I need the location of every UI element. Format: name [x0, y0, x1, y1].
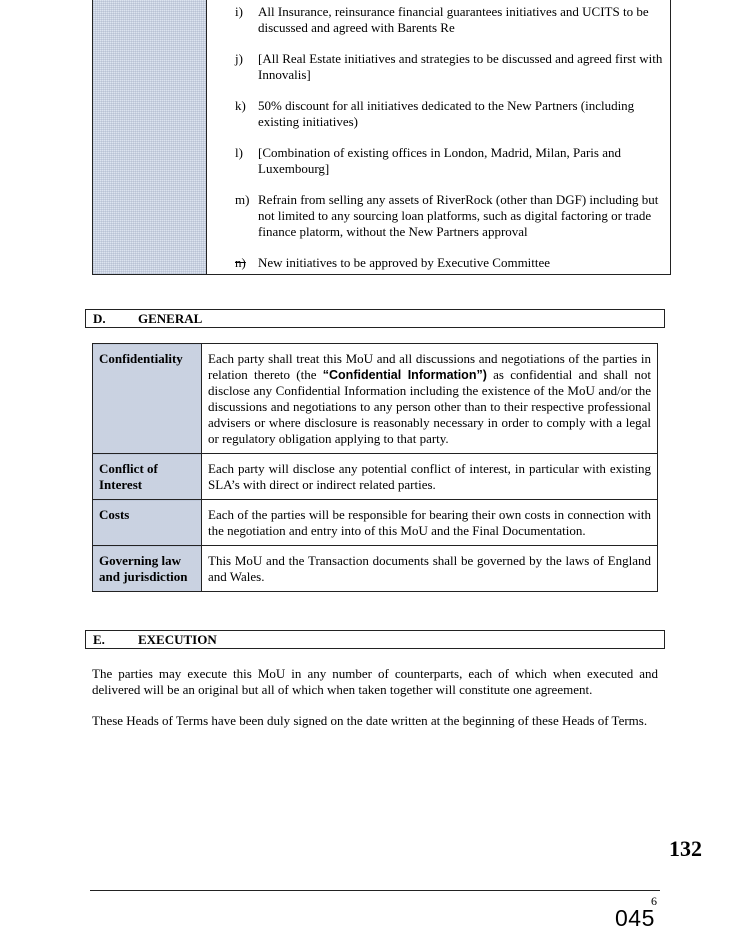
list-text: [Combination of existing offices in London, Madrid, Milan, Paris and Luxembourg] — [258, 145, 621, 176]
list-text: New initiatives to be approved by Executive Committee — [258, 255, 551, 270]
list-text: Refrain from selling any assets of RiverRock (other than DGF) including but not limited to any sourcing loan platforms, such as digital factoring or trade finance platorm, without the New Partners approval — [258, 192, 659, 239]
section-title: EXECUTION — [138, 632, 217, 647]
bates-stamp: 045 — [615, 905, 655, 931]
execution-paragraph: The parties may execute this MoU in any number of counterparts, each of which when executed and delivered will be an original but all of which when taken together will constitute one agreement. — [92, 666, 658, 697]
table-row — [93, 546, 658, 592]
table-row — [93, 344, 658, 454]
row-text — [202, 344, 658, 454]
list-item — [235, 4, 667, 36]
terms-continuation-table — [92, 0, 671, 275]
list-item — [235, 51, 667, 83]
general-terms-table — [92, 343, 658, 592]
list-text: All Insurance, reinsurance financial guarantees initiatives and UCITS to be discussed and agreed with Barents Re — [258, 4, 649, 35]
section-number: E. — [93, 632, 105, 647]
list-marker: n) — [235, 255, 246, 270]
section-heading-general — [85, 309, 665, 328]
list-marker: k) — [235, 98, 246, 113]
section-heading-execution — [85, 630, 665, 649]
page-number: 132 — [669, 836, 702, 861]
defined-term: “Confidential Information”) — [322, 368, 487, 382]
table-label-cell — [93, 0, 207, 274]
row-text-part: as confidential and shall not disclose any Confidential Information including the existence of the MoU and/or the discussions and negotiations to any person other than to their respective professional advisers or where disclosure is reasonably necessary in order to comply with a legal or regulatory obligation applying to that party. — [208, 367, 651, 446]
initiatives-list — [235, 4, 667, 286]
table-row — [93, 454, 658, 500]
list-marker: l) — [235, 145, 243, 160]
section-title: GENERAL — [138, 311, 203, 326]
row-label: Governing law and jurisdiction — [93, 546, 202, 592]
row-label: Costs — [93, 500, 202, 546]
section-number: D. — [93, 311, 106, 326]
list-text: [All Real Estate initiatives and strategies to be discussed and agreed first with Innovalis] — [258, 51, 663, 82]
list-marker: i) — [235, 4, 243, 19]
row-text: Each of the parties will be responsible for bearing their own costs in connection with the negotiation and entry into of this MoU and the Final Documentation. — [202, 500, 658, 546]
table-row — [93, 500, 658, 546]
list-marker: j) — [235, 51, 243, 66]
list-marker: m) — [235, 192, 250, 207]
row-label: Conflict of Interest — [93, 454, 202, 500]
row-text: Each party will disclose any potential conflict of interest, in particular with existing SLA’s with direct or indirect related parties. — [202, 454, 658, 500]
row-text: This MoU and the Transaction documents shall be governed by the laws of England and Wales. — [202, 546, 658, 592]
list-item — [235, 255, 667, 271]
row-label: Confidentiality — [93, 344, 202, 454]
footer-page-number: 6 — [651, 894, 657, 908]
list-item — [235, 192, 667, 240]
list-item — [235, 98, 667, 130]
footer-divider — [90, 890, 660, 891]
row-text-part: Each party shall treat this MoU and all discussions and negotiations of the parties in relation thereto (the — [208, 351, 651, 382]
list-text: 50% discount for all initiatives dedicated to the New Partners (including existing initiatives) — [258, 98, 635, 129]
execution-paragraph: These Heads of Terms have been duly signed on the date written at the beginning of these Heads of Terms. — [92, 713, 648, 728]
list-item — [235, 145, 667, 177]
